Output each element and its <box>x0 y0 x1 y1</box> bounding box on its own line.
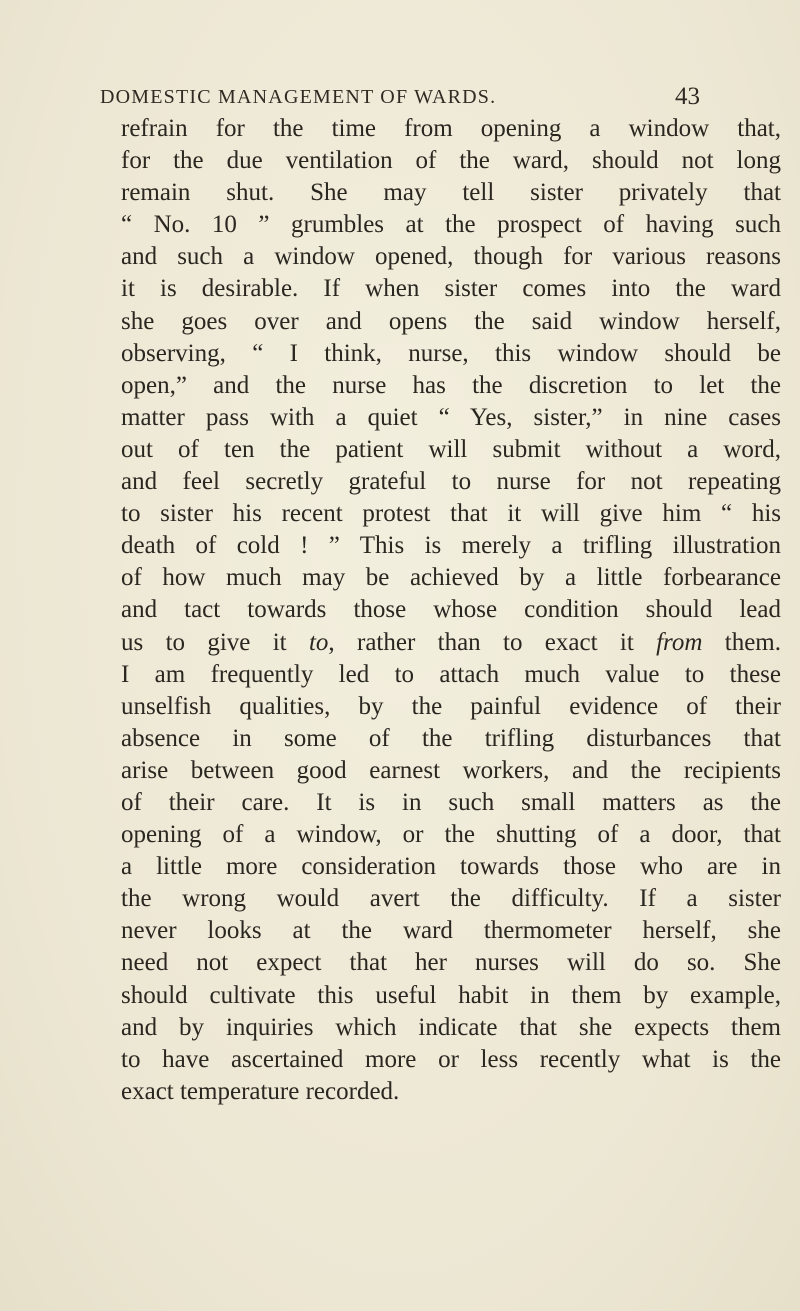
text-line: to have ascertained more or less recently what is the <box>121 1045 781 1073</box>
text-line: the wrong would avert the difficulty. If a sister <box>121 885 781 913</box>
text-line: of their care. It is in such small matters as the <box>121 788 781 816</box>
text-line: opening of a window, or the shutting of a door, that <box>121 821 781 849</box>
text-line: she goes over and opens the said window herself, <box>121 307 781 335</box>
text-line: refrain for the time from opening a window that, <box>121 115 781 142</box>
text-line: never looks at the ward thermometer herself, she <box>121 917 781 945</box>
text-line: a little more consideration towards those who are in <box>121 853 781 881</box>
text-line: out of ten the patient will submit without a word, <box>121 435 781 463</box>
text-segment: them. <box>702 628 781 656</box>
text-line: for the due ventilation of the ward, should not long <box>121 147 781 175</box>
text-line: need not expect that her nurses will do so. She <box>121 949 781 977</box>
text-line: to sister his recent protest that it will give him “ his <box>121 500 781 528</box>
text-line: and by inquiries which indicate that she expects them <box>121 1013 781 1041</box>
text-line: and feel secretly grateful to nurse for not repeating <box>121 468 781 496</box>
text-line: remain shut. She may tell sister privately that <box>121 179 781 207</box>
text-line: matter pass with a quiet “ Yes, sister,” in nine cases <box>121 403 781 431</box>
text-line: observing, “ I think, nurse, this window should be <box>121 339 781 367</box>
body-text <box>121 113 781 1108</box>
text-line: absence in some of the trifling disturbances that <box>121 724 781 752</box>
text-line: of how much may be achieved by a little forbearance <box>121 564 781 592</box>
page-header <box>100 82 700 112</box>
text-segment: , rather than to exact it <box>328 628 657 656</box>
text-line: death of cold ! ” This is merely a trifling illustration <box>121 532 781 560</box>
text-line: it is desirable. If when sister comes into the ward <box>121 275 781 303</box>
text-line: should cultivate this useful habit in them by example, <box>121 981 781 1009</box>
text-segment: us to give it <box>121 628 309 656</box>
running-head: DOMESTIC MANAGEMENT OF WARDS. <box>100 86 497 108</box>
text-line: I am frequently led to attach much value to these <box>121 660 781 688</box>
italic-word: to <box>308 628 329 656</box>
text-line: unselfish qualities, by the painful evidence of their <box>121 692 781 720</box>
text-line: arise between good earnest workers, and the recipients <box>121 756 781 784</box>
text-line: open,” and the nurse has the discretion to let the <box>121 371 781 399</box>
text-line-last: exact temperature recorded. <box>121 1077 400 1105</box>
page-number: 43 <box>675 83 700 110</box>
text-line: and such a window opened, though for various reasons <box>121 243 781 271</box>
text-line-with-italics <box>121 627 781 659</box>
text-line: and tact towards those whose condition should lead <box>121 596 781 624</box>
text-line: “ No. 10 ” grumbles at the prospect of having such <box>121 211 781 239</box>
italic-word: from <box>656 628 703 656</box>
